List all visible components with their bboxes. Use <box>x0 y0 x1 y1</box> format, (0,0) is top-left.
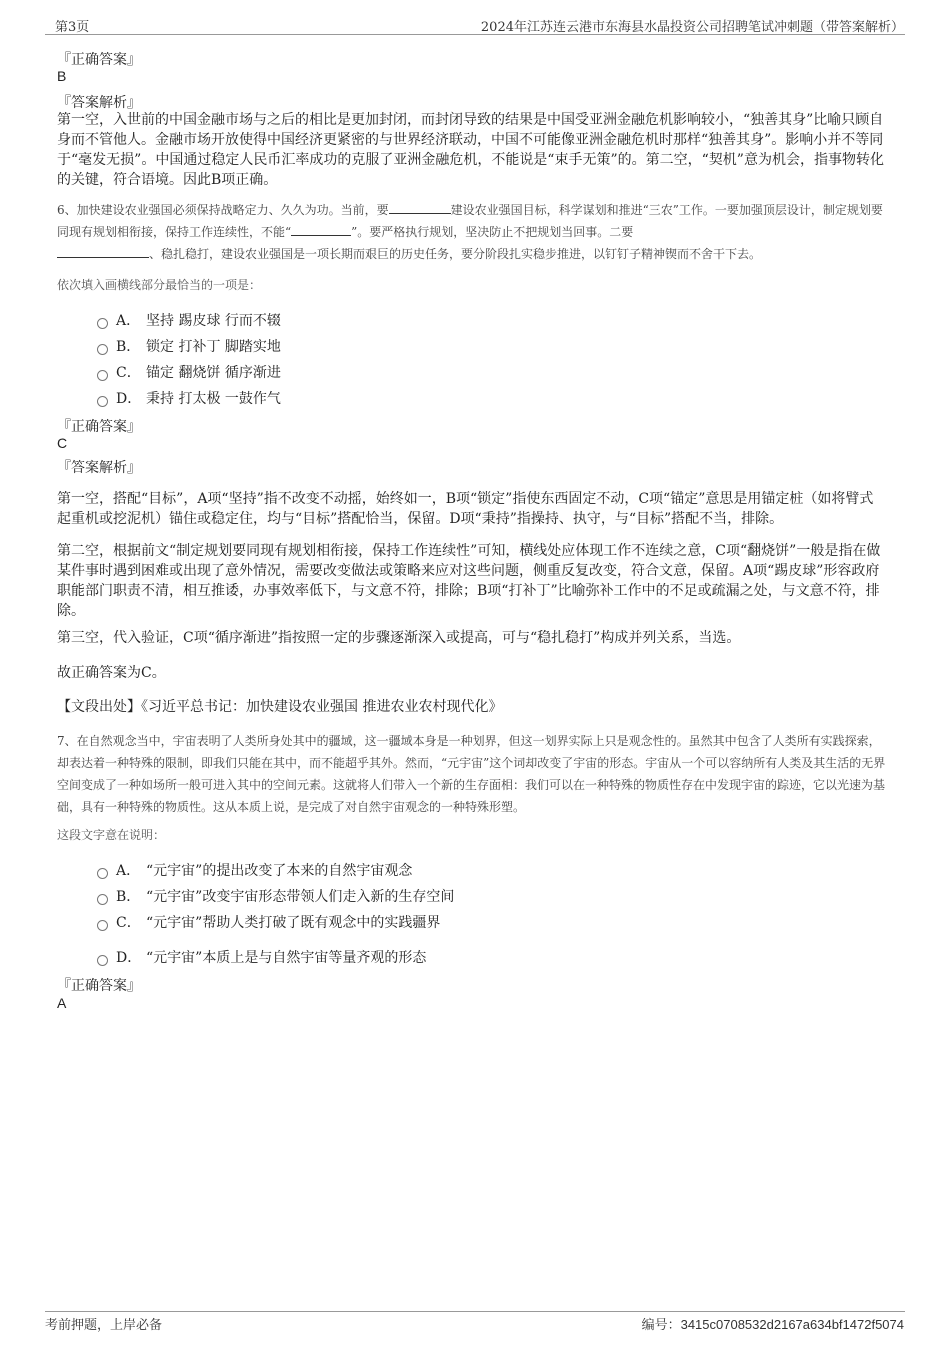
q6-option-c[interactable]: C． 锚定 翻烧饼 循序渐进 <box>97 362 281 382</box>
q5-answer: B <box>57 68 67 84</box>
footer-divider <box>45 1311 905 1312</box>
q6-option-b[interactable]: B． 锁定 打补丁 脚踏实地 <box>97 336 281 356</box>
q6-option-a[interactable]: A． 坚持 踢皮球 行而不辍 <box>97 310 281 330</box>
footer-slogan: 考前押题，上岸必备 <box>45 1318 163 1333</box>
radio-icon[interactable] <box>97 344 108 355</box>
q6-analysis-label: 『答案解析』 <box>57 460 141 476</box>
q6-answer: C <box>57 435 68 451</box>
q5-analysis: 第一空，入世前的中国金融市场与之后的相比是更加封闭，而封闭导致的结果是中国受亚洲金融危机影响较小，“独善其身”比喻只顾自身而不管他人。金融市场开放使得中国经济更紧密的与世界经济联动，中国不可能像亚洲金融危机时那样“独善其身”。影响小并不等同于“毫发无损”。中国通过稳定人民币汇率成功的克服了亚洲金融危机，不能说是“束手无策”的。第二空，“契机”意为机会，指事物转化的关键，符合语境。因此B项正确。 <box>57 112 884 188</box>
q6-source: 【文段出处】《习近平总书记：加快建设农业强国 推进农业农村现代化》 <box>57 699 503 715</box>
radio-icon[interactable] <box>97 370 108 381</box>
radio-icon[interactable] <box>97 396 108 407</box>
radio-icon[interactable] <box>97 868 108 879</box>
q6-answer-label: 『正确答案』 <box>57 419 141 435</box>
q6-prompt: 依次填入画横线部分最恰当的一项是： <box>57 278 262 292</box>
q7-option-a[interactable]: A． “元宇宙”的提出改变了本来的自然宇宙观念 <box>97 860 412 880</box>
q6-question-text: 6、加快建设农业强国必须保持战略定力、久久为功。当前，要 建设农业强国目标，科学谋划和推进“三农”工作。一要加强顶层设计，制定规划要同现有规划相衔接，保持工作连续性，不能“ ”。要严格执行规划，坚决防止不把规划当回事。二要 、稳扎稳打，建设农业强国是一项长期而艰巨的历史任务，要分阶段扎实稳步推进，以钉钉子精神锲而不舍干下去。 <box>57 203 883 261</box>
q6-analysis-p2: 第二空，根据前文“制定规划要同现有规划相衔接，保持工作连续性”可知，横线处应体现工作不连续之意，C项“翻烧饼”一般是指在做某件事时遇到困难或出现了意外情况，需要改变做法或策略来应对这些问题，侧重反复改变，符合文意，保留。A项“踢皮球”形容政府职能部门职责不清，相互推诿，办事效率低下，与文意不符，排除；B项“打补丁”比喻弥补工作中的不足或疏漏之处，与文意不符，排除。 <box>57 543 881 619</box>
document-title: 2024年江苏连云港市东海县水晶投资公司招聘笔试冲刺题（带答案解析） <box>480 20 904 35</box>
radio-icon[interactable] <box>97 920 108 931</box>
q5-answer-label: 『正确答案』 <box>57 52 141 68</box>
q7-answer: A <box>57 995 67 1011</box>
page-number: 第3页 <box>55 20 90 35</box>
q6-analysis-p1: 第一空，搭配“目标”，A项“坚持”指不改变不动摇，始终如一，B项“锁定”指使东西固定不动，C项“锚定”意思是用锚定桩（如将臂式起重机或挖泥机）锚住或稳定住，均与“目标”搭配恰当，保留。D项“秉持”指操持、执守，与“目标”搭配不当，排除。 <box>57 491 874 527</box>
radio-icon[interactable] <box>97 318 108 329</box>
q6-analysis-p3: 第三空，代入验证，C项“循序渐进”指按照一定的步骤逐渐深入或提高，可与“稳扎稳打”构成并列关系，当选。 <box>57 630 741 646</box>
q7-question-text: 7、在自然观念当中，宇宙表明了人类所身处其中的疆域，这一疆域本身是一种划界，但这一划界实际上只是观念性的。虽然其中包含了人类所有实践探索，却表达着一种特殊的限制，即我们只能在其中，而不能超乎其外。然而，“元宇宙”这个词却改变了宇宙的形态。宇宙从一个可以容纳所有人类及其生活的无界空间变成了一种如场所一般可进入其中的空间元素。这就将人们带入一个新的生存面相：我们可以在一种特殊的物质性存在中发现宇宙的踪迹，它以光速为基础，具有一种特殊的物质性。这从本质上说，是完成了对自然宇宙观念的一种特殊形塑。 <box>57 734 886 814</box>
q7-prompt: 这段文字意在说明： <box>57 828 166 842</box>
q7-option-b[interactable]: B． “元宇宙”改变宇宙形态带领人们走入新的生存空间 <box>97 886 454 906</box>
document-code: 编号：3415c0708532d2167a634bf1472f5074 <box>641 1317 904 1333</box>
q6-option-d[interactable]: D． 秉持 打太极 一鼓作气 <box>97 388 281 408</box>
header-divider <box>45 34 905 35</box>
q6-analysis-p4: 故正确答案为C。 <box>57 665 166 681</box>
q7-answer-label: 『正确答案』 <box>57 978 141 994</box>
q7-option-c[interactable]: C． “元宇宙”帮助人类打破了既有观念中的实践疆界 <box>97 912 440 932</box>
radio-icon[interactable] <box>97 955 108 966</box>
q5-analysis-label: 『答案解析』 <box>57 95 141 111</box>
radio-icon[interactable] <box>97 894 108 905</box>
q7-option-d[interactable]: D． “元宇宙”本质上是与自然宇宙等量齐观的形态 <box>97 947 426 967</box>
